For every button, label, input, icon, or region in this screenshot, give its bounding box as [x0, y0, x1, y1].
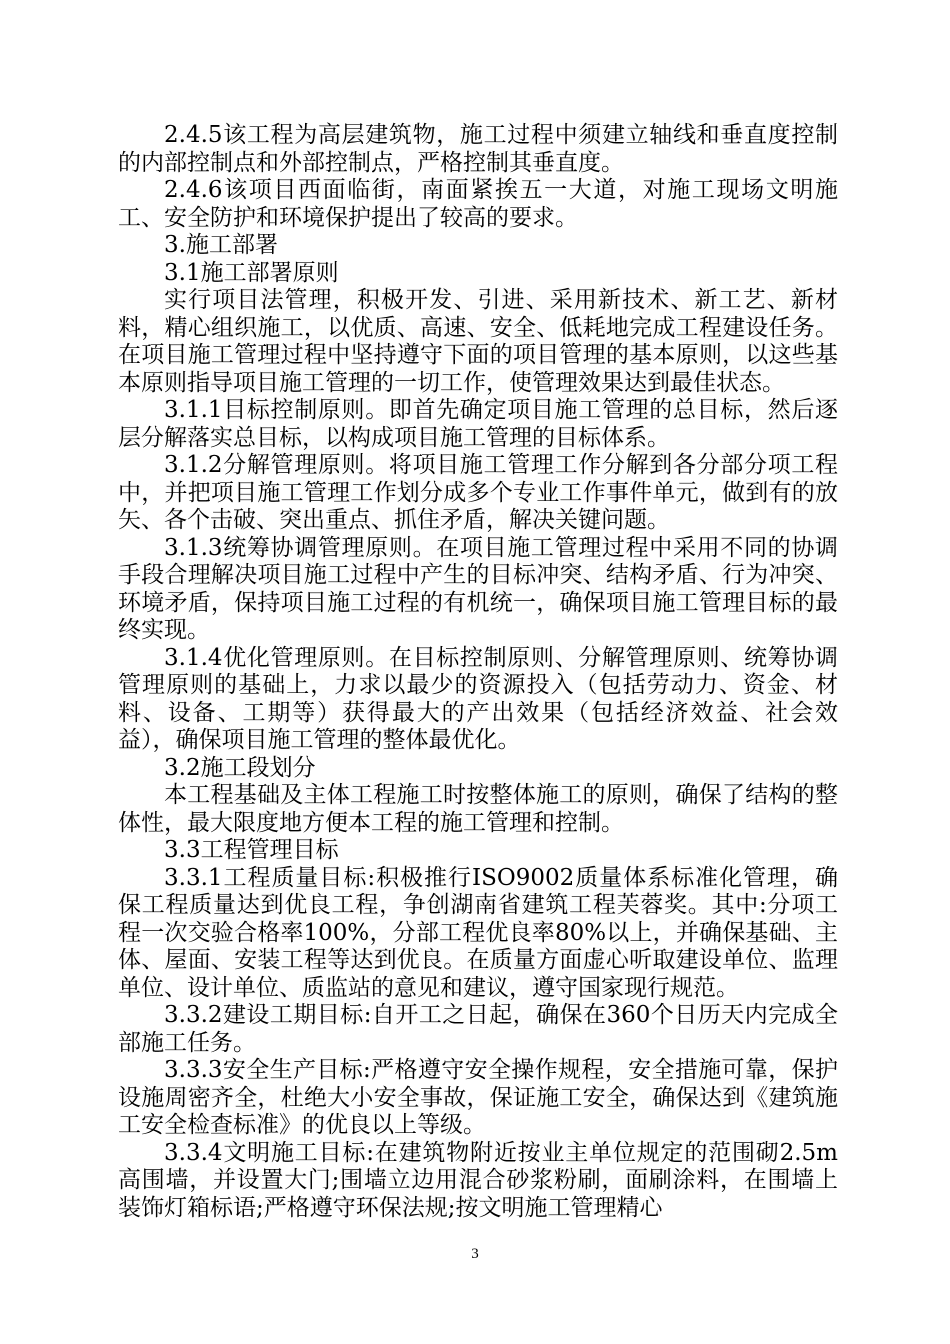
paragraph-3-3-4: 3.3.4文明施工目标:在建筑物附近按业主单位规定的范围砌2.5m高围墙，并设置大门;围墙立边用混合砂浆粉刷，面刷涂料，在围墙上装饰灯箱标语;严格遵守环保法规;按文明施工管理精心 — [118, 1139, 838, 1221]
heading-3: 3.施工部署 — [164, 232, 278, 258]
heading-3-2: 3.2施工段划分 — [164, 754, 316, 781]
paragraph-3-3-2: 3.3.2建设工期目标:自开工之日起，确保在360个日历天内完成全部施工任务。 — [118, 1002, 838, 1056]
paragraph-3-1-1: 3.1.1目标控制原则。即首先确定项目施工管理的总目标，然后逐层分解落实总目标，以构成项目施工管理的目标体系。 — [118, 397, 838, 451]
body-text — [118, 122, 838, 1222]
paragraph-3-1-4: 3.1.4优化管理原则。在目标控制原则、分解管理原则、统筹协调管理原则的基础上，力求以最少的资源投入（包括劳动力、资金、材料、设备、工期等）获得最大的产出效果（包括经济效益、社会效益），确保项目施工管理的整体最优化。 — [118, 644, 838, 753]
heading-3-3: 3.3工程管理目标 — [164, 837, 339, 863]
page-number: 3 — [471, 1246, 479, 1262]
paragraph-2-4-5: 2.4.5该工程为高层建筑物，施工过程中须建立轴线和垂直度控制的内部控制点和外部控制点，严格控制其垂直度。 — [118, 122, 838, 176]
heading-3-1: 3.1施工部署原则 — [164, 259, 339, 286]
paragraph-3-1-3: 3.1.3统筹协调管理原则。在项目施工管理过程中采用不同的协调手段合理解决项目施工过程中产生的目标冲突、结构矛盾、行为冲突、环境矛盾，保持项目施工过程的有机统一，确保项目施工管理目标的最终实现。 — [118, 534, 838, 643]
paragraph-3-1-intro: 实行项目法管理，积极开发、引进、采用新技术、新工艺、新材料，精心组织施工，以优质、高速、安全、低耗地完成工程建设任务。在项目施工管理过程中坚持遵守下面的项目管理的基本原则，以这些基本原则指导项目施工管理的一切工作，使管理效果达到最佳状态。 — [118, 287, 838, 396]
paragraph-3-2: 本工程基础及主体工程施工时按整体施工的原则，确保了结构的整体性，最大限度地方便本工程的施工管理和控制。 — [118, 782, 838, 836]
paragraph-3-1-2: 3.1.2分解管理原则。将项目施工管理工作分解到各分部分项工程中，并把项目施工管理工作划分成多个专业工作事件单元，做到有的放矢、各个击破、突出重点、抓住矛盾，解决关键问题。 — [118, 452, 838, 533]
paragraph-3-3-1: 3.3.1工程质量目标:积极推行ISO9002质量体系标准化管理，确保工程质量达到优良工程，争创湖南省建筑工程芙蓉奖。其中:分项工程一次交验合格率100%，分部工程优良率80%以上，并确保基础、主体、屋面、安装工程等达到优良。在质量方面虚心听取建设单位、监理单位、设计单位、质监站的意见和建议，遵守国家现行规范。 — [118, 864, 838, 1001]
paragraph-2-4-6: 2.4.6该项目西面临街，南面紧挨五一大道，对施工现场文明施工、安全防护和环境保护提出了较高的要求。 — [118, 177, 838, 231]
paragraph-3-3-3: 3.3.3安全生产目标:严格遵守安全操作规程，安全措施可靠，保护设施周密齐全，杜绝大小安全事故，保证施工安全，确保达到《建筑施工安全检查标准》的优良以上等级。 — [118, 1057, 838, 1138]
